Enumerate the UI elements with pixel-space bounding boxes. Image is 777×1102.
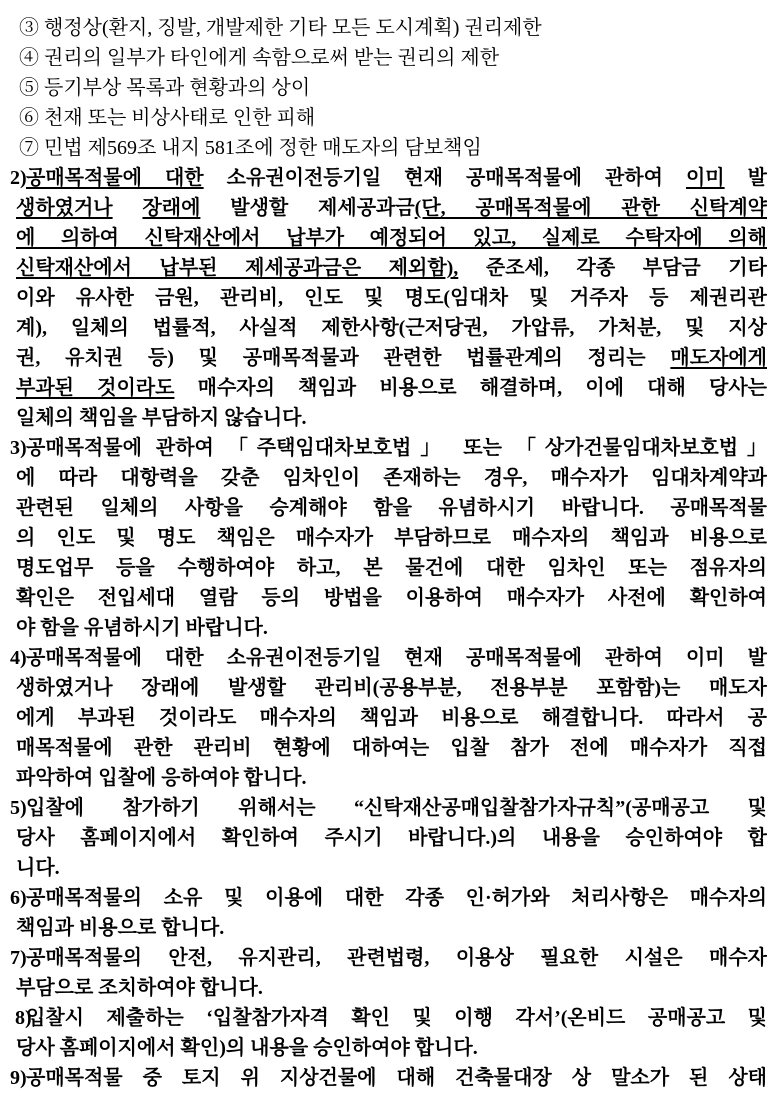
plain-text: 공매목적물의 안전, 유지관리, 관련법령, 이용상 필요한 시설은 매수자: [26, 947, 767, 969]
text-line: [16, 313, 767, 343]
plain-text: 에 따라 대항력을 갖춘 임차인이 존재하는 경우, 매수자가 임대차계약과: [16, 467, 767, 489]
plain-text: 준조세, 각종 부담금 기타: [458, 257, 767, 279]
text-line: [16, 1003, 767, 1033]
text-line: [16, 913, 767, 943]
text-line: [16, 1033, 767, 1063]
text-line: [16, 373, 767, 403]
text-line: [16, 1063, 767, 1093]
numbered-item: [0, 793, 777, 883]
plain-text: 매목적물에 관한 관리비 현황에 대하여는 입찰 참가 전에 매수자가 직접: [16, 737, 767, 759]
item-number: 7): [10, 947, 27, 969]
plain-text: 확인은 전입세대 열람 등의 방법을 이용하여 매수자가 사전에 확인하여: [16, 587, 767, 609]
plain-text: 당사 홈페이지에서 확인)의 내용을 승인하여야 합니다.: [16, 1037, 478, 1059]
item-lines: [16, 643, 767, 793]
item-lines: [16, 943, 767, 1003]
underlined-text: 생하였거나: [16, 197, 113, 219]
plain-text: 공매목적물 중 토지 위 지상건물에 대해 건축물대장 상 말소가 된 상태: [26, 1067, 767, 1089]
text-line: [16, 973, 767, 1003]
text-line: [16, 883, 767, 913]
item-lines: [16, 1003, 767, 1063]
numbered-item: [0, 943, 777, 1003]
text-line: [16, 463, 767, 493]
circled-item-text: 천재 또는 비상사태로 인한 피해: [39, 107, 316, 129]
circled-number: ⑤: [19, 77, 39, 99]
plain-text: 부담으로 조치하여야 합니다.: [16, 977, 263, 999]
numbered-item: [0, 1063, 777, 1093]
plain-text: 발: [724, 167, 767, 189]
plain-text: 계), 일체의 법률적, 사실적 제한사항(근저당권, 가압류, 가처분, 및 지상: [16, 317, 767, 339]
circled-number: ⑦: [19, 137, 39, 159]
text-line: [16, 283, 767, 313]
text-line: [16, 673, 767, 703]
text-line: [16, 493, 767, 523]
text-line: [16, 943, 767, 973]
clause-list: [0, 13, 777, 1093]
item-lines: [16, 1063, 767, 1093]
text-line: [16, 253, 767, 283]
numbered-item: [0, 643, 777, 793]
numbered-item: [0, 433, 777, 643]
plain-text: 권, 유치권 등) 및 공매목적물과 관련한 법률관계의 정리는: [16, 347, 671, 369]
circled-item-text: 행정상(환지, 징발, 개발제한 기타 모든 도시계획) 권리제한: [39, 17, 542, 39]
item-lines: [16, 883, 767, 943]
text-line: [16, 583, 767, 613]
text-line: [16, 343, 767, 373]
item-number: 8): [10, 1007, 32, 1029]
item-number: 4): [10, 647, 27, 669]
numbered-item: [0, 163, 777, 433]
text-line: [16, 433, 767, 463]
underlined-text: 에 의하여 신탁재산에서 납부가 예정되어 있고, 실제로 수탁자에 의해: [16, 227, 767, 249]
plain-text: 매수자의 책임과 비용으로 해결하며, 이에 대해 당사는: [174, 377, 767, 399]
text-line: [16, 523, 767, 553]
underlined-text: 신탁재산에서 납부된 제세공과금은 제외함),: [16, 257, 459, 279]
text-line: [16, 823, 767, 853]
plain-text: 입찰에 참가하기 위해서는 “신탁재산공매입찰참가자규칙”(공매공고 및: [26, 797, 767, 819]
text-line: [16, 553, 767, 583]
item-number: 3): [10, 437, 27, 459]
text-line: [16, 643, 767, 673]
circled-item-text: 민법 제569조 내지 581조에 정한 매도자의 담보책임: [39, 137, 482, 159]
text-line: [16, 193, 767, 223]
plain-text: 명도업무 등을 수행하여야 하고, 본 물건에 대한 임차인 또는 점유자의: [16, 557, 767, 579]
plain-text: 야 함을 유념하시기 바랍니다.: [16, 617, 268, 639]
underlined-text: (단, 공매목적물에 관한 신탁계약: [414, 197, 767, 219]
item-number: 2): [10, 167, 27, 189]
plain-text: 생하였거나 장래에 발생할 관리비(공용부분, 전용부분 포함함)는 매도자: [16, 677, 767, 699]
plain-text: 소유권이전등기일 현재 공매목적물에 관하여: [203, 167, 686, 189]
plain-text: 공매목적물에 관하여 「주택임대차보호법」 또는 「상가건물임대차보호법」: [26, 437, 767, 459]
item-number: 5): [10, 797, 27, 819]
plain-text: 공매목적물에 대한 소유권이전등기일 현재 공매목적물에 관하여 이미 발: [26, 647, 767, 669]
circled-item: [0, 13, 777, 43]
underlined-text: 장래에: [142, 197, 201, 219]
numbered-item: [0, 883, 777, 943]
plain-text: 책임과 비용으로 합니다.: [16, 917, 225, 939]
text-line: [16, 163, 767, 193]
item-lines: [16, 793, 767, 883]
plain-text: 입찰시 제출하는 ‘입찰참가자격 확인 및 이행 각서’(온비드 공매공고 및: [26, 1007, 767, 1029]
plain-text: 이와 유사한 금원, 관리비, 인도 및 명도(임대차 및 거주자 등 제권리관: [16, 287, 767, 309]
text-line: [16, 613, 767, 643]
circled-item: [0, 43, 777, 73]
text-line: [16, 703, 767, 733]
underlined-text: 이미: [685, 167, 725, 189]
numbered-item: [0, 1003, 777, 1063]
plain-text: 의 인도 및 명도 책임은 매수자가 부담하므로 매수자의 책임과 비용으로: [16, 527, 767, 549]
plain-text: 에게 부과된 것이라도 매수자의 책임과 비용으로 해결합니다. 따라서 공: [16, 707, 767, 729]
plain-text: 파악하여 입찰에 응하여야 합니다.: [16, 767, 307, 789]
text-line: [16, 853, 767, 883]
circled-number: ③: [19, 17, 39, 39]
text-line: [16, 793, 767, 823]
underlined-text: 공매목적물에 대한: [26, 167, 204, 189]
plain-text: 공매목적물의 소유 및 이용에 대한 각종 인·허가와 처리사항은 매수자의: [26, 887, 767, 909]
circled-item: [0, 73, 777, 103]
underlined-text: 부과된 것이라도: [16, 377, 175, 399]
circled-number: ⑥: [19, 107, 39, 129]
item-lines: [16, 163, 767, 433]
text-line: [16, 403, 767, 433]
circled-item-text: 권리의 일부가 타인에게 속함으로써 받는 권리의 제한: [39, 47, 500, 69]
plain-text: 일체의 책임을 부담하지 않습니다.: [16, 407, 307, 429]
item-number: 6): [10, 887, 27, 909]
circled-item: [0, 133, 777, 163]
plain-text: 니다.: [16, 857, 60, 879]
text-line: [16, 733, 767, 763]
plain-text: 발생할 제세공과금: [200, 197, 415, 219]
circled-item-text: 등기부상 목록과 현황과의 상이: [39, 77, 311, 99]
plain-text: [113, 197, 143, 219]
text-line: [16, 223, 767, 253]
underlined-text: 매도자에게: [670, 347, 767, 369]
item-number: 9): [10, 1067, 27, 1089]
plain-text: 당사 홈페이지에서 확인하여 주시기 바랍니다.)의 내용을 승인하여야 합: [16, 827, 767, 849]
plain-text: 관련된 일체의 사항을 승계해야 함을 유념하시기 바랍니다. 공매목적물: [16, 497, 767, 519]
item-lines: [16, 433, 767, 643]
circled-item: [0, 103, 777, 133]
circled-number: ④: [19, 47, 39, 69]
text-line: [16, 763, 767, 793]
